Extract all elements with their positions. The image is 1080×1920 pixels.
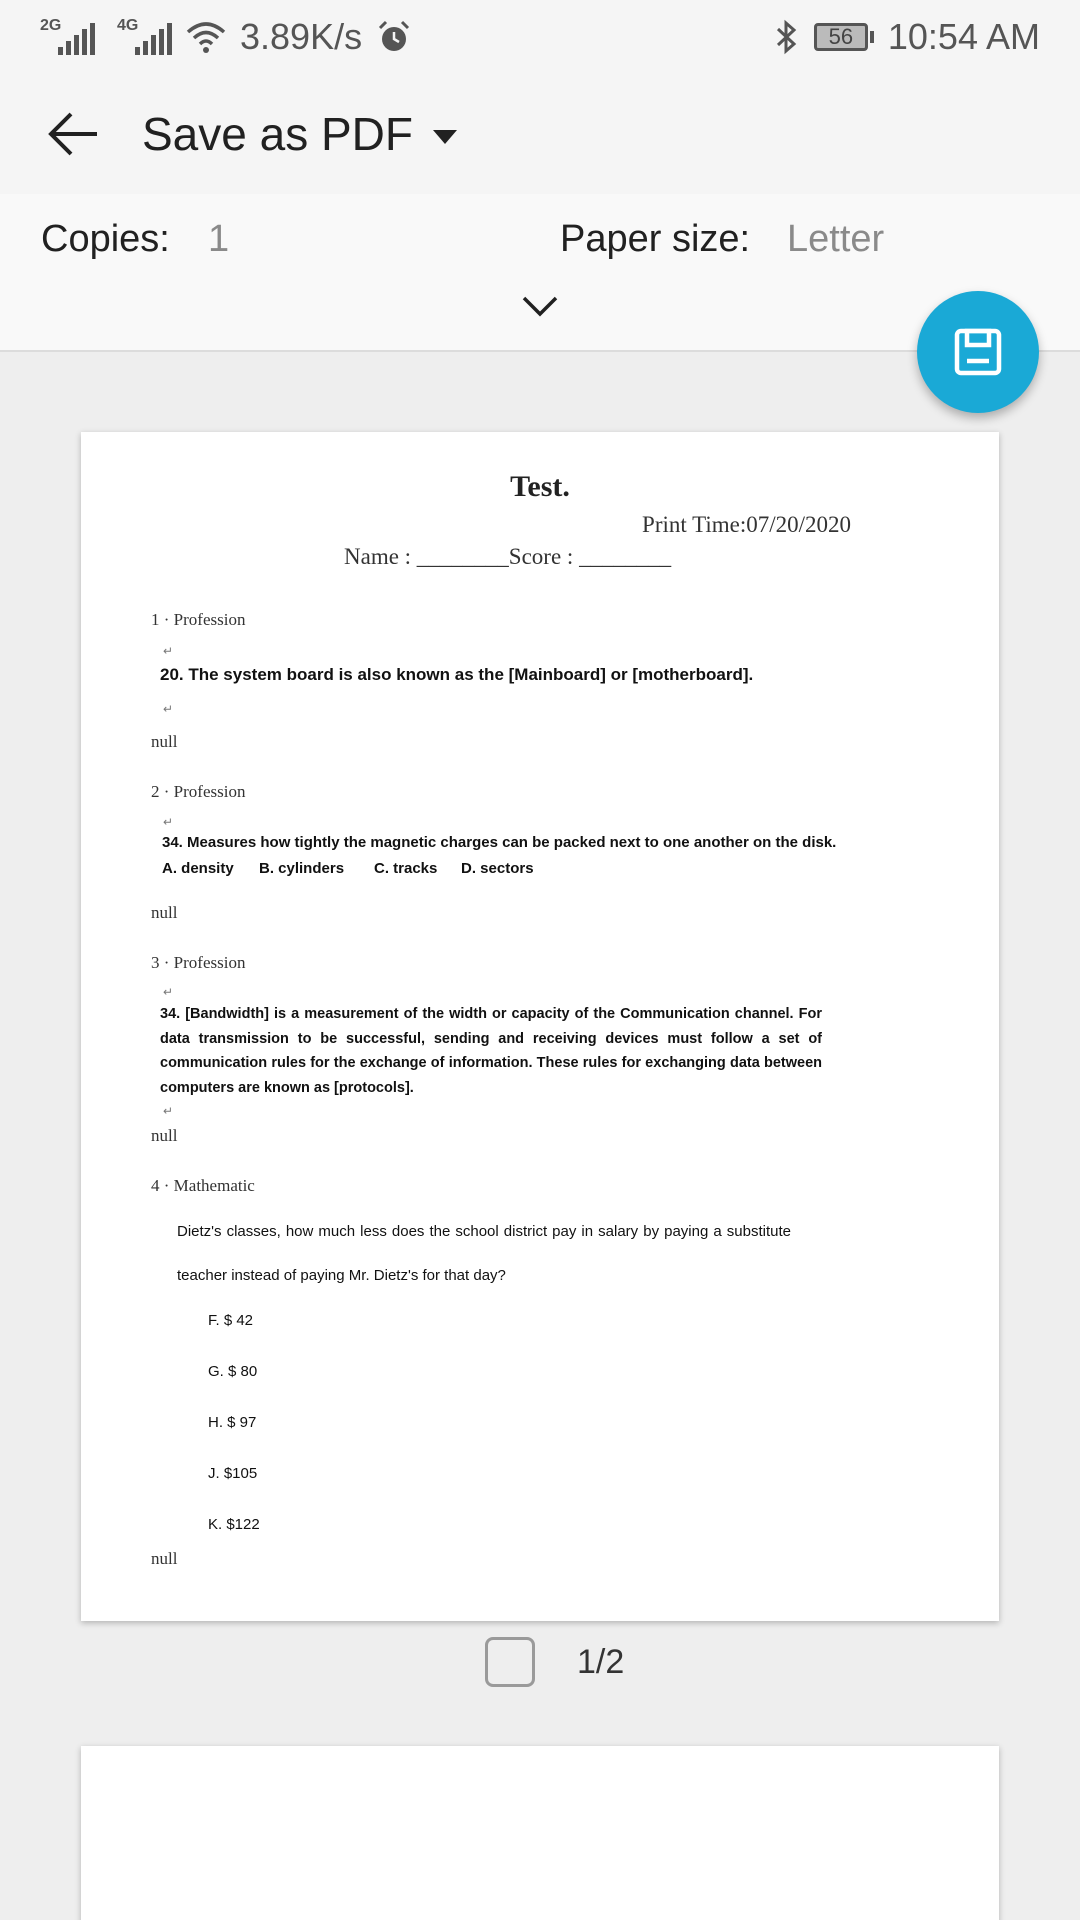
save-icon: [953, 327, 1003, 377]
print-options-panel: [0, 194, 1080, 352]
status-bar: [0, 0, 1080, 74]
question-4-text: Dietz's classes, how much less does the school district pay in salary by paying a substitute teacher instead of paying Mr. Dietz's for that day?: [177, 1223, 791, 1284]
expand-options-chevron-down-icon[interactable]: [520, 286, 560, 326]
paper-size-select[interactable]: Letter: [787, 218, 885, 260]
question-1-header: 1 · Profession: [151, 610, 246, 629]
question-1-answer: null: [151, 732, 178, 751]
page-select-checkbox[interactable]: [485, 1637, 535, 1687]
question-2-header: 2 · Profession: [151, 782, 246, 801]
question-3-header: 3 · Profession: [151, 953, 246, 972]
paragraph-mark: ↵: [163, 815, 174, 829]
app-bar: [0, 74, 1080, 194]
question-2-text: 34. Measures how tightly the magnetic charges can be packed next to one another on the disk.: [162, 834, 837, 851]
print-time: Print Time:07/20/2020: [642, 512, 851, 537]
question-4-choice-k: K. $122: [208, 1516, 260, 1533]
network-type-2g: 2G: [40, 17, 62, 34]
paragraph-mark: ↵: [163, 1104, 174, 1118]
question-4-choice-g: G. $ 80: [208, 1363, 258, 1380]
page-number: 1/2: [577, 1642, 625, 1681]
question-2-choice-d: D. sectors: [461, 860, 534, 877]
clock: 10:54 AM: [887, 16, 1040, 57]
bluetooth-icon: [774, 19, 800, 55]
dropdown-arrow-icon: [433, 130, 457, 144]
question-4-choice-f: F. $ 42: [208, 1312, 254, 1329]
network-type-4g: 4G: [117, 17, 139, 34]
question-3-answer: null: [151, 1126, 178, 1145]
back-button[interactable]: [38, 99, 108, 169]
paper-size-label: Paper size:: [560, 218, 751, 260]
paragraph-mark: ↵: [163, 985, 174, 999]
signal-4g-icon: [117, 19, 172, 55]
printer-name: Save as PDF: [142, 108, 413, 160]
status-left: [40, 16, 412, 58]
battery-level: 56: [814, 23, 868, 51]
copies-field[interactable]: 1: [208, 218, 230, 260]
question-4-answer: null: [151, 1549, 178, 1568]
page-preview-1[interactable]: [81, 432, 999, 1621]
battery-icon: [814, 23, 874, 51]
copies-label: Copies:: [41, 218, 170, 260]
download-pdf-button[interactable]: [917, 291, 1039, 413]
question-2-choice-a: A. density: [162, 860, 234, 877]
alarm-icon: [376, 19, 412, 55]
question-2-answer: null: [151, 903, 178, 922]
document-title: Test.: [510, 470, 570, 503]
question-1-text: 20. The system board is also known as the [Mainboard] or [motherboard].: [160, 665, 754, 684]
question-2-choice-c: C. tracks: [374, 860, 438, 877]
signal-2g-icon: [40, 19, 95, 55]
arrow-back-icon: [47, 111, 99, 157]
page-indicator: [485, 1637, 624, 1687]
question-4-header: 4 · Mathematic: [151, 1176, 255, 1195]
question-3-text: 34. [Bandwidth] is a measurement of the width or capacity of the Communication channel. For data transmission to be successful, sending and receiving devices must follow a set of communication rules for the exchange of information. These rules for exchanging data between computers are known as [protocols].: [160, 1006, 822, 1096]
page-preview-2[interactable]: [81, 1746, 999, 1920]
question-4-choice-h: H. $ 97: [208, 1414, 257, 1431]
name-score-line: Name : ________Score : ________: [344, 544, 672, 569]
printer-selector[interactable]: [142, 107, 457, 161]
question-2-choice-b: B. cylinders: [259, 860, 345, 877]
network-speed: 3.89K/s: [240, 16, 363, 57]
wifi-icon: [186, 20, 226, 54]
question-4-choice-j: J. $105: [208, 1465, 258, 1482]
paragraph-mark: ↵: [163, 644, 174, 658]
paragraph-mark: ↵: [163, 702, 174, 716]
status-right: [774, 16, 1040, 58]
